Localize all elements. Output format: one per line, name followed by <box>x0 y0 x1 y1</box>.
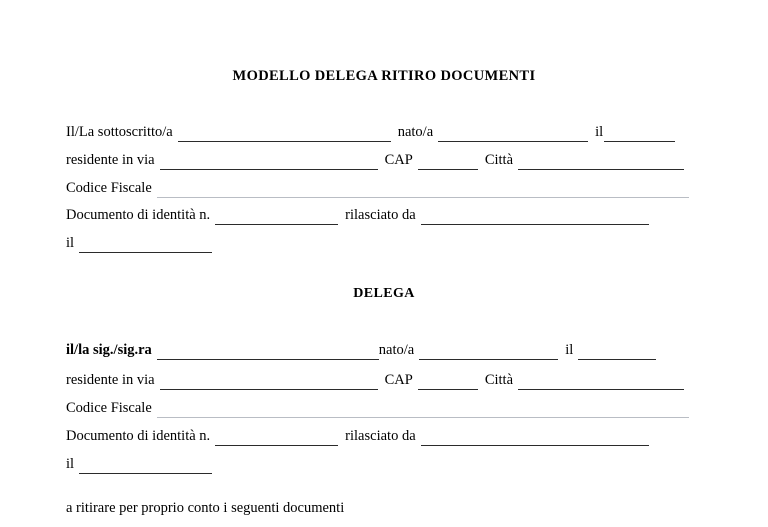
delegator-iddoc-field[interactable] <box>215 210 338 225</box>
delegate-issuedate-label: il <box>66 456 75 472</box>
delegator-name-field[interactable] <box>178 127 391 142</box>
delegator-issuer-label: rilasciato da <box>345 207 416 223</box>
delegator-name-row <box>66 122 706 144</box>
delegate-taxcode-label: Codice Fiscale <box>66 400 152 416</box>
delegate-name-label: il/la sig./sig.ra <box>66 342 152 358</box>
delegate-name-row <box>66 340 706 362</box>
delegator-issuedate-row <box>66 233 706 255</box>
delegator-address-label: residente in via <box>66 152 155 168</box>
delegate-zip-field[interactable] <box>418 375 478 390</box>
delegate-iddoc-label: Documento di identità n. <box>66 428 211 444</box>
delegate-address-label: residente in via <box>66 372 155 388</box>
delegate-taxcode-field[interactable] <box>157 403 689 418</box>
page-title: MODELLO DELEGA RITIRO DOCUMENTI <box>232 68 536 84</box>
delegator-issuedate-field[interactable] <box>79 238 212 253</box>
delegator-birthdate-label: il <box>595 124 604 140</box>
delegate-birthplace-field[interactable] <box>419 345 558 360</box>
delegator-issuer-field[interactable] <box>421 210 649 225</box>
delegator-city-label: Città <box>484 152 514 168</box>
delegate-issuer-label: rilasciato da <box>345 428 416 444</box>
delegator-zip-label: CAP <box>384 152 413 168</box>
delegator-city-field[interactable] <box>518 155 684 170</box>
delegate-iddoc-row <box>66 426 706 448</box>
delegate-taxcode-row <box>66 398 706 420</box>
delegate-iddoc-field[interactable] <box>215 431 338 446</box>
delegator-name-label: Il/La sottoscritto/a <box>66 124 173 140</box>
delegator-birthplace-field[interactable] <box>438 127 588 142</box>
delegate-birthdate-label: il <box>565 342 574 358</box>
delegate-birthplace-label: nato/a <box>378 342 415 358</box>
closing-note: a ritirare per proprio conto i seguenti documenti <box>66 500 345 516</box>
delegator-address-row <box>66 150 706 172</box>
delegate-city-field[interactable] <box>518 375 684 390</box>
delegate-issuedate-row <box>66 454 706 476</box>
delegate-address-field[interactable] <box>160 375 378 390</box>
delegate-issuer-field[interactable] <box>421 431 649 446</box>
delegator-issuedate-label: il <box>66 235 75 251</box>
delegator-birthdate-field[interactable] <box>604 127 675 142</box>
section-heading-delega: DELEGA <box>353 286 415 301</box>
delegate-zip-label: CAP <box>384 372 413 388</box>
delegate-issuedate-field[interactable] <box>79 459 212 474</box>
delegator-iddoc-row <box>66 205 706 227</box>
delegator-taxcode-label: Codice Fiscale <box>66 180 152 196</box>
delegator-zip-field[interactable] <box>418 155 478 170</box>
delegator-iddoc-label: Documento di identità n. <box>66 207 211 223</box>
delegator-taxcode-field[interactable] <box>157 183 689 198</box>
delegator-birthplace-label: nato/a <box>397 124 434 140</box>
delegate-name-field[interactable] <box>157 345 379 360</box>
delegator-address-field[interactable] <box>160 155 378 170</box>
delegate-address-row <box>66 370 706 392</box>
delegator-taxcode-row <box>66 178 706 200</box>
delegate-city-label: Città <box>484 372 514 388</box>
delegate-birthdate-field[interactable] <box>578 345 656 360</box>
